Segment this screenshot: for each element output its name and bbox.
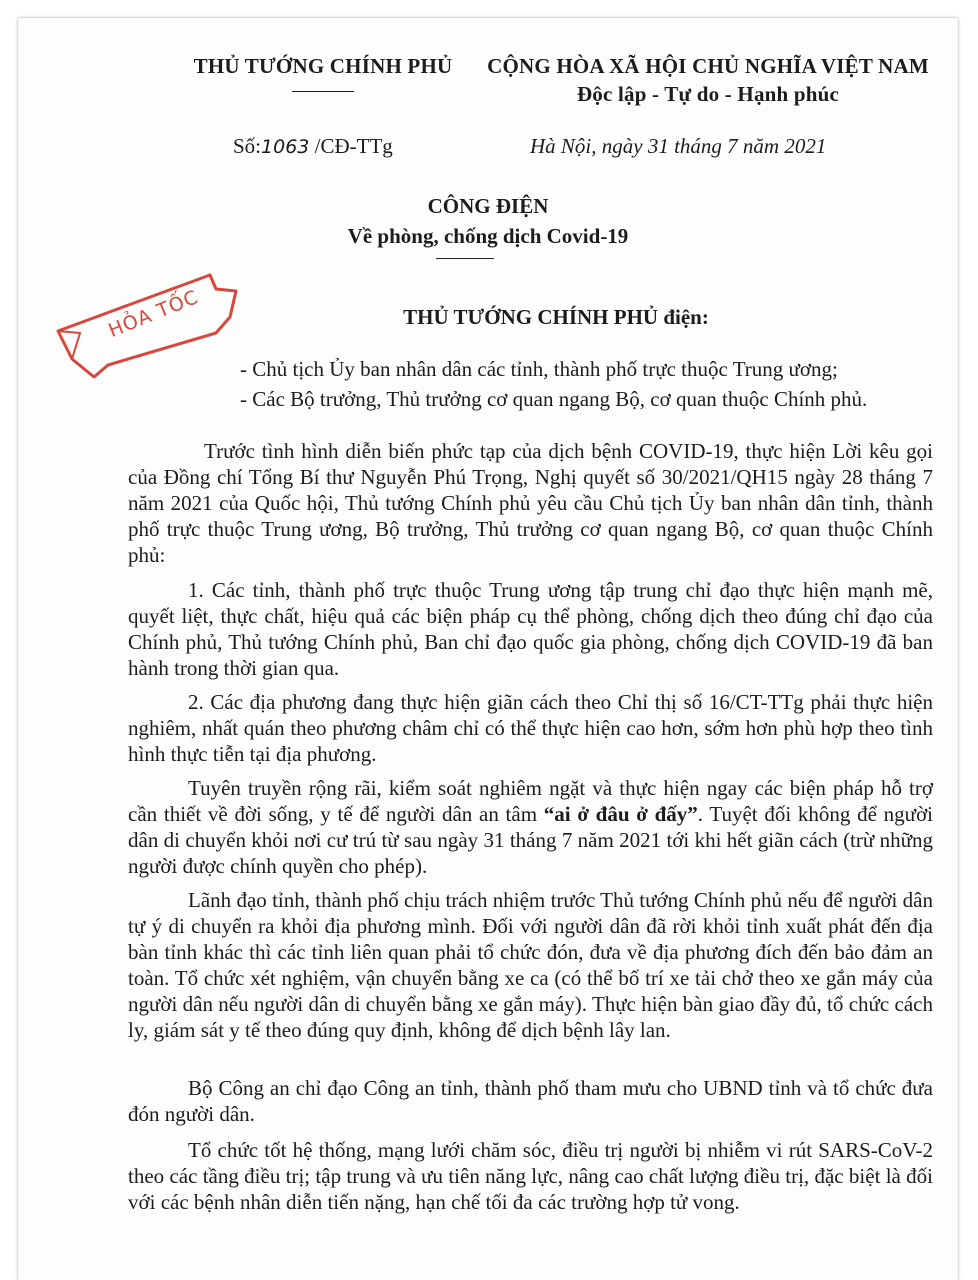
subject-underline [436,258,494,259]
document-date: Hà Nội, ngày 31 tháng 7 năm 2021 [530,134,827,158]
paragraph-item-2: 2. Các địa phương đang thực hiện giãn cách theo Chỉ thị số 16/CT-TTg phải thực hiện nghiêm, nhất quán theo phương châm chỉ có thể thực hiện cao hơn, sớm hơn phù hợp theo tình hình thực tiễn tại địa phương. [128,690,933,766]
recipient-2: - Các Bộ trưởng, Thủ trưởng cơ quan ngang Bộ, cơ quan thuộc Chính phủ. [240,387,868,411]
paragraph-propaganda [128,775,933,879]
document-subject: Về phòng, chống dịch Covid-19 [347,224,629,248]
national-title: CỘNG HÒA XÃ HỘI CHỦ NGHĨA VIỆT NAM [487,54,929,78]
recipient-1: - Chủ tịch Ủy ban nhân dân các tỉnh, thành phố trực thuộc Trung ương; [240,357,838,381]
address-heading: THỦ TƯỚNG CHÍNH PHỦ điện: [403,305,709,329]
stamp-label: HỎA TỐC [105,285,202,343]
document-page [18,18,958,1280]
paragraph-treatment: Tổ chức tốt hệ thống, mạng lưới chăm sóc, điều trị người bị nhiễm vi rút SARS-CoV-2 theo các tầng điều trị; tập trung và ưu tiên năng lực, nâng cao chất lượng điều trị, đặc biệt là đối với các bệnh nhân diễn tiến nặng, hạn chế tối đa các trường hợp tử vong. [128,1138,933,1214]
propaganda-text-b: . Tuyệt đối không để người dân di chuyển khỏi nơi cư trú từ sau ngày 31 tháng 7 năm 2021 tới khi hết giãn cách (trừ những người được chính quyền cho phép). [128,802,934,878]
number-suffix: /CĐ-TTg [309,134,393,158]
propaganda-text-a: Tuyên truyền rộng rãi, kiểm soát nghiêm ngặt và thực hiện ngay các biện pháp hỗ trợ cần thiết về đời sống, y tế để người dân an tâm [128,776,933,826]
document-number [233,134,393,159]
national-motto: Độc lập - Tự do - Hạnh phúc [576,82,840,106]
issuer-heading [183,54,463,92]
national-heading [468,54,948,108]
number-prefix: Số: [233,134,262,158]
paragraph-leadership: Lãnh đạo tỉnh, thành phố chịu trách nhiệm trước Thủ tướng Chính phủ nếu để người dân tự ý di chuyển ra khỏi địa phương mình. Đối với người dân đã rời khỏi tỉnh xuất phát đến địa bàn tỉnh khác thì các tỉnh liên quan phải tổ chức đón, đưa về địa phương đích đến bảo đảm an toàn. Tổ chức xét nghiệm, vận chuyển bằng xe ca (có thể bố trí xe tải chở theo xe gắn máy của người dân nếu người dân di chuyển bằng xe gắn máy). Thực hiện bàn giao đầy đủ, tổ chức cách ly, giám sát y tế theo đúng quy định, không để dịch bệnh lây lan. [128,888,933,1042]
handwritten-number: 1063 [261,136,310,158]
paragraph-intro: Trước tình hình diễn biến phức tạp của dịch bệnh COVID-19, thực hiện Lời kêu gọi của Đồng chí Tổng Bí thư Nguyễn Phú Trọng, Nghị quyết số 30/2021/QH15 ngày 28 tháng 7 năm 2021 của Quốc hội, Thủ tướng Chính phủ yêu cầu Chủ tịch Ủy ban nhân dân tỉnh, thành phố trực thuộc Trung ương, Bộ trưởng, Thủ trưởng cơ quan ngang Bộ, cơ quan thuộc Chính phủ: [128,439,933,567]
paragraph-item-1: 1. Các tỉnh, thành phố trực thuộc Trung ương tập trung chỉ đạo thực hiện mạnh mẽ, quyết liệt, thực chất, hiệu quả các biện pháp cụ thể phòng, chống dịch theo đúng chỉ đạo của Chính phủ, Thủ tướng Chính phủ, Ban chỉ đạo quốc gia phòng, chống dịch COVID-19 đã ban hành trong thời gian qua. [128,578,933,680]
propaganda-slogan: “ai ở đâu ở đấy” [543,802,698,826]
issuer-name: THỦ TƯỚNG CHÍNH PHỦ [193,54,453,78]
issuer-underline [292,91,354,92]
document-type: CÔNG ĐIỆN [427,194,549,218]
paragraph-police: Bộ Công an chỉ đạo Công an tỉnh, thành phố tham mưu cho UBND tỉnh và tổ chức đưa đón người dân. [128,1076,933,1126]
